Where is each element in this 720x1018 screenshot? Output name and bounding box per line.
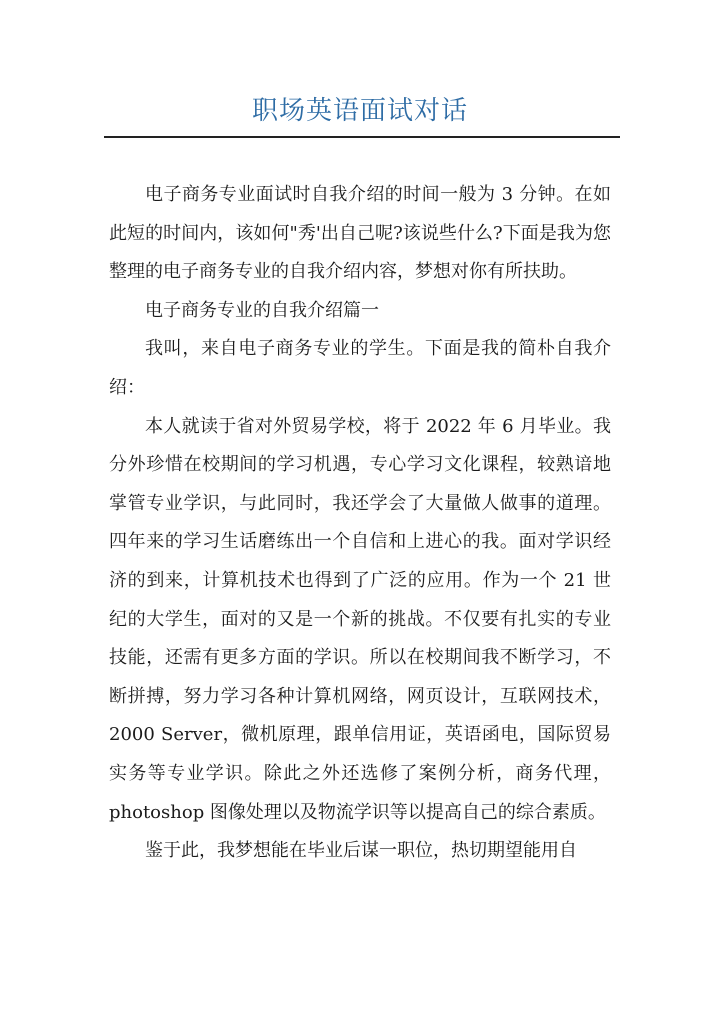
paragraph-education: 本人就读于省对外贸易学校，将于 2022 年 6 月毕业。我分外珍惜在校期间的学习机遇，专心学习文化课程，较熟谙地掌管专业学识，与此同时，我还学会了大量做人做事的道理。四年来的学习生话磨练出一个自信和上进心的我。面对学识经济的到来，计算机技术也得到了广泛的应用。作为一个 21 世纪的大学生，面对的又是一个新的挑战。不仅要有扎实的专业技能，还需有更多方面的学识。所以在校期间我不断学习，不断拼搏，努力学习各种计算机网络，网页设计，互联网技术，2000 Server，微机原理，跟单信用证，英语函电，国际贸易实务等专业学识。除此之外还选修了案例分析，商务代理，photoshop 图像处理以及物流学识等以提高自己的综合素质。 [109,415,611,823]
paragraph-intro: 电子商务专业面试时自我介绍的时间一般为 3 分钟。在如此短的时间内，该如何"秀'出自己呢?该说些什么?下面是我为您整理的电子商务专业的自我介绍内容，梦想对你有所扶助。 [109,184,611,283]
paragraph-goal: 鉴于此，我梦想能在毕业后谋一职位，热切期望能用自 [145,840,577,862]
title-underline [104,136,620,138]
paragraph-greeting: 我叫，来自电子商务专业的学生。下面是我的简朴自我介绍： [109,338,611,398]
document-title: 职场英语面试对话 [251,96,468,126]
section-heading: 电子商务专业的自我介绍篇一 [145,299,379,321]
document-body [109,176,611,871]
